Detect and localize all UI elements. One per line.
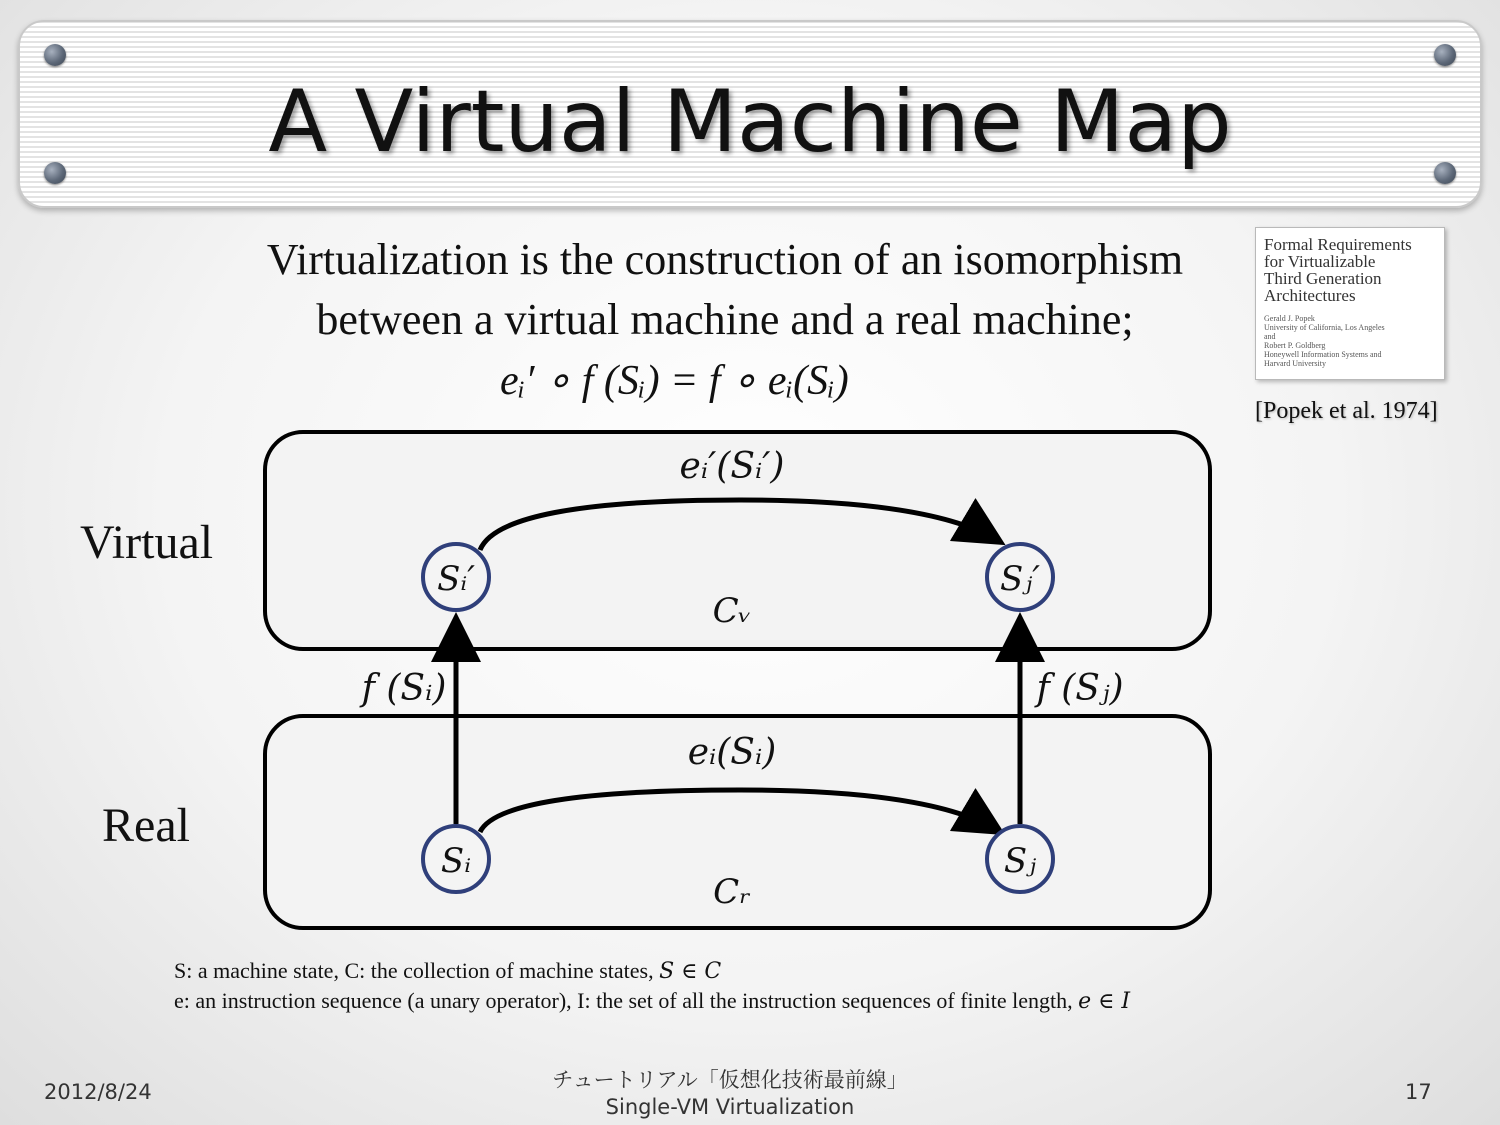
virtual-set-label: Cᵥ (712, 591, 752, 631)
footnote-line-2 (174, 988, 1130, 1014)
real-set-label: Cᵣ (713, 872, 751, 912)
footnote-text: e: an instruction sequence (a unary operator), I: the set of all the instruction sequences of finite length, (174, 988, 1079, 1013)
paper-author-line: Robert P. Goldberg (1264, 341, 1326, 350)
paper-title-line: Architectures (1264, 286, 1356, 305)
page-number: 17 (1405, 1080, 1432, 1104)
intro-line-2: between a virtual machine and a real machine; (316, 295, 1134, 344)
paper-author-line: University of California, Los Angeles (1264, 323, 1385, 332)
footnote-line-1 (174, 958, 721, 984)
paper-author-line: Honeywell Information Systems and (1264, 350, 1382, 359)
footer-date: 2012/8/24 (44, 1080, 152, 1104)
map-left-label: f (Sᵢ) (361, 668, 447, 709)
footer-talk-title: Single-VM Virtualization (605, 1095, 855, 1119)
node-si-prime-label: Sᵢ′ (437, 559, 475, 599)
footer-event: チュートリアル「仮想化技術最前線」 (552, 1068, 908, 1092)
footnote-text: S: a machine state, C: the collection of machine states, (174, 958, 660, 983)
real-label: Real (102, 799, 190, 852)
paper-author-line: and (1264, 332, 1276, 341)
node-sj-prime-label: Sⱼ′ (1000, 559, 1040, 599)
virtual-transition-label: eᵢ′(Sᵢ′) (679, 446, 785, 487)
footnote-math: S ∈ C (659, 959, 722, 984)
paper-author-line: Harvard University (1264, 359, 1326, 368)
paper-title-line: for Virtualizable (1264, 252, 1376, 271)
slide-title: A Virtual Machine Map (268, 72, 1232, 172)
isomorphism-formula: eᵢ′ ∘ f (Sᵢ) = f ∘ eᵢ(Sᵢ) (500, 358, 849, 404)
intro-line-1: Virtualization is the construction of an isomorphism (266, 235, 1184, 284)
footnote-math: e ∈ I (1078, 989, 1131, 1014)
paper-author-line: Gerald J. Popek (1264, 314, 1315, 323)
citation: [Popek et al. 1974] (1255, 398, 1438, 424)
node-sj-label: Sⱼ (1003, 841, 1037, 881)
map-right-label: f (Sⱼ) (1036, 668, 1124, 709)
paper-title-line: Formal Requirements (1264, 235, 1412, 254)
paper-title-line: Third Generation (1264, 269, 1382, 288)
node-si-label: Sᵢ (440, 841, 472, 881)
virtual-label: Virtual (80, 516, 214, 569)
real-transition-label: eᵢ(Sᵢ) (687, 732, 777, 773)
